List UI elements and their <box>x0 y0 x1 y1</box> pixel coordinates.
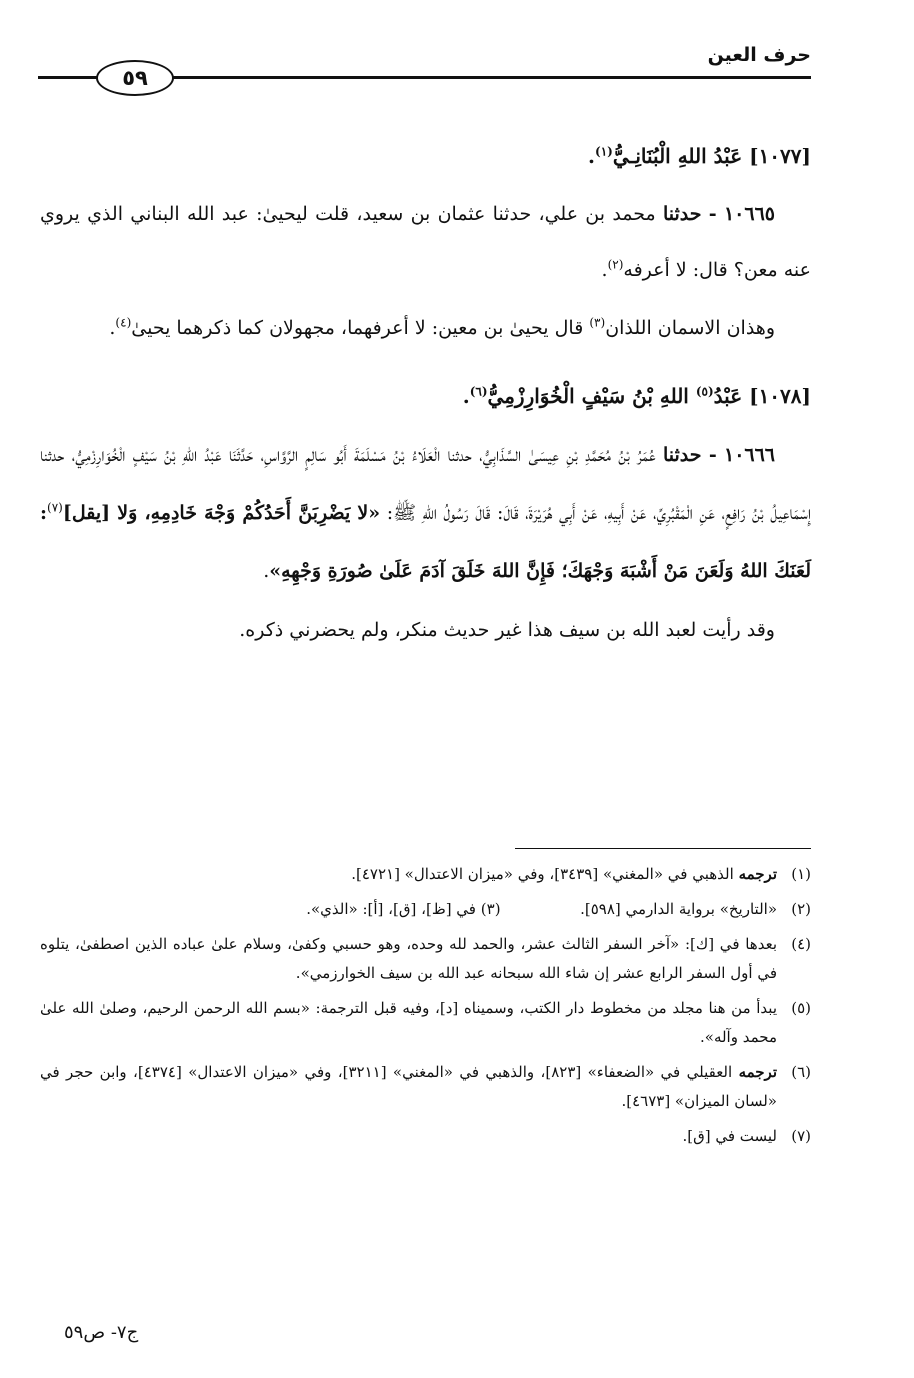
entry-name-part-2: اللهِ بْنُ سَيْفٍ الْخُوَارِزْمِيُّ <box>487 384 689 408</box>
footnote-5 <box>40 994 811 1052</box>
footnote-ref: (٥) <box>695 384 714 399</box>
closing-comment <box>40 602 811 658</box>
footnote-4 <box>40 930 811 988</box>
report-dash: - <box>708 444 717 466</box>
entry-end: . <box>588 144 595 168</box>
footnotes <box>40 860 811 1157</box>
footnote-text: بعدها في [ك]: «آخر السفر الثالث عشر، والحمد لله وحده، وهو حسبي وكفىٰ، وسلام علىٰ عباده الذين اصطفىٰ، يتلوه في أول السفر الرابع عشر إن شاء الله سبحانه عبد الله بن سيف الخوارزمي». <box>40 935 778 982</box>
hadith-end: . <box>263 560 270 582</box>
comment-end: . <box>109 317 116 339</box>
closing-comment-text: وقد رأيت لعبد الله بن سيف هذا غير حديث منكر، ولم يحضرني ذكره. <box>239 619 775 641</box>
report-number: ١٠٦٦٦ <box>723 444 776 466</box>
main-text <box>40 128 811 658</box>
footnote-6 <box>40 1058 811 1116</box>
comment-paragraph <box>40 300 811 356</box>
footnote-text: العقيلي في «الضعفاء» [٨٢٣]، والذهبي في «المغني» [٣٢١١]، وفي «ميزان الاعتدال» [٤٣٧٤]، وابن حجر في «لسان الميزان» [٤٦٧٣]. <box>40 1063 777 1110</box>
entry-name-part-1: عَبْدُ <box>713 384 743 408</box>
hadith-text: «لا يَضْرِبَنَّ أَحَدُكُمْ وَجْهَ خَادِمِهِ، وَلا [يقل] <box>62 502 381 524</box>
narration-keyword: حدثنا <box>663 203 702 225</box>
footnote-3-number: (٣) <box>480 900 501 918</box>
isnad-text: عُمَرُ بْنُ مُحَمَّدِ بْنِ عِيسَىٰ السَّذَابِيُّ، حدثنا الْعَلَاءُ بْنُ مَسْلَمَةَ أَبُو سَالِمٍ الرَّوَّاسِ، حَدَّثَنَا عَبْدُ اللهِ بْنُ سَيْفٍ الْخُوَارِزْمِيُّ، حدثنا إِسْمَاعِيلُ بْنُ رَافِعٍ، عَنِ الْمَقْبُرِيِّ، عَنْ أَبِيهِ، عَنْ أَبِي هُرَيْرَةَ، قَالَ: قَالَ رَسُولُ اللهِ ﷺ: <box>40 444 811 524</box>
hadith-text-2: : لَعَنَكَ اللهُ وَلَعَنَ مَنْ أَشْبَهَ وَجْهَكَ؛ فَإِنَّ اللهَ خَلَقَ آدَمَ عَلَىٰ صُورَةِ وَجْهِهِ» <box>40 502 811 582</box>
page-number: ٥٩ <box>122 65 148 90</box>
entry-end: . <box>462 384 470 408</box>
footnote-number: (١) <box>791 865 811 883</box>
footnote-text: ليست في [ق]. <box>682 1127 777 1145</box>
footnote-number: (٧) <box>791 1127 811 1145</box>
footnote-ref: (٦) <box>469 384 488 399</box>
footnote-2-3-row <box>40 895 811 924</box>
comment-text: وهذان الاسمان اللذان <box>605 317 775 339</box>
entry-heading-1078 <box>40 368 811 424</box>
footnote-separator <box>515 848 811 849</box>
entry-heading-1077 <box>40 128 811 184</box>
footnote-7 <box>40 1122 811 1151</box>
footnote-number: (٥) <box>791 999 811 1017</box>
footnote-keyword: ترجمه <box>738 865 777 883</box>
report-10666 <box>40 426 811 600</box>
footnote-keyword: ترجمه <box>738 1063 777 1081</box>
narration-keyword: حدثنا <box>663 444 702 466</box>
entry-name: عَبْدُ اللهِ الْبُنَانِـيُّ <box>612 144 743 168</box>
footnote-number: (٦) <box>791 1063 811 1081</box>
page-number-oval <box>96 60 174 96</box>
report-end: . <box>601 259 608 281</box>
footnote-ref: (١) <box>595 144 613 159</box>
footnote-2-text: «التاريخ» برواية الدارمي [٥٩٨]. <box>580 900 777 918</box>
footnote-1 <box>40 860 811 889</box>
footnote-3-text: في [ظ]، [ق]، [أ]: «الذي». <box>306 900 476 918</box>
running-title: حرف العين <box>707 44 811 66</box>
report-number: ١٠٦٦٥ <box>723 203 775 225</box>
footnote-ref: (٢) <box>607 257 624 272</box>
footnote-number: (٢) <box>791 900 811 918</box>
report-text: محمد بن علي، حدثنا عثمان بن سعيد، قلت ليحيىٰ: عبد الله البناني الذي يروي عنه معن؟ قال: لا أعرفه <box>40 203 811 281</box>
footnote-ref: (٧) <box>47 500 63 515</box>
footnote-text: الذهبي في «المغني» [٣٤٣٩]، وفي «ميزان الاعتدال» [٤٧٢١]. <box>351 865 734 883</box>
volume-page-footer: ج٧- ص٥٩ <box>64 1322 139 1343</box>
report-10665 <box>40 186 811 298</box>
entry-number: [١٠٧٧] <box>749 144 811 168</box>
footnote-number: (٤) <box>791 935 811 953</box>
comment-text-2: قال يحيىٰ بن معين: لا أعرفهما، مجهولان كما ذكرهما يحيىٰ <box>131 317 584 339</box>
entry-number: [١٠٧٨] <box>749 384 811 408</box>
report-dash: - <box>708 203 717 225</box>
footnote-text: يبدأ من هنا مجلد من مخطوط دار الكتب، وسميناه [د]، وفيه قبل الترجمة: «بسم الله الرحمن الرحيم، وصلىٰ الله علىٰ محمد وآله». <box>40 999 777 1046</box>
footnote-ref: (٣) <box>589 315 606 330</box>
footnote-ref: (٤) <box>115 315 132 330</box>
